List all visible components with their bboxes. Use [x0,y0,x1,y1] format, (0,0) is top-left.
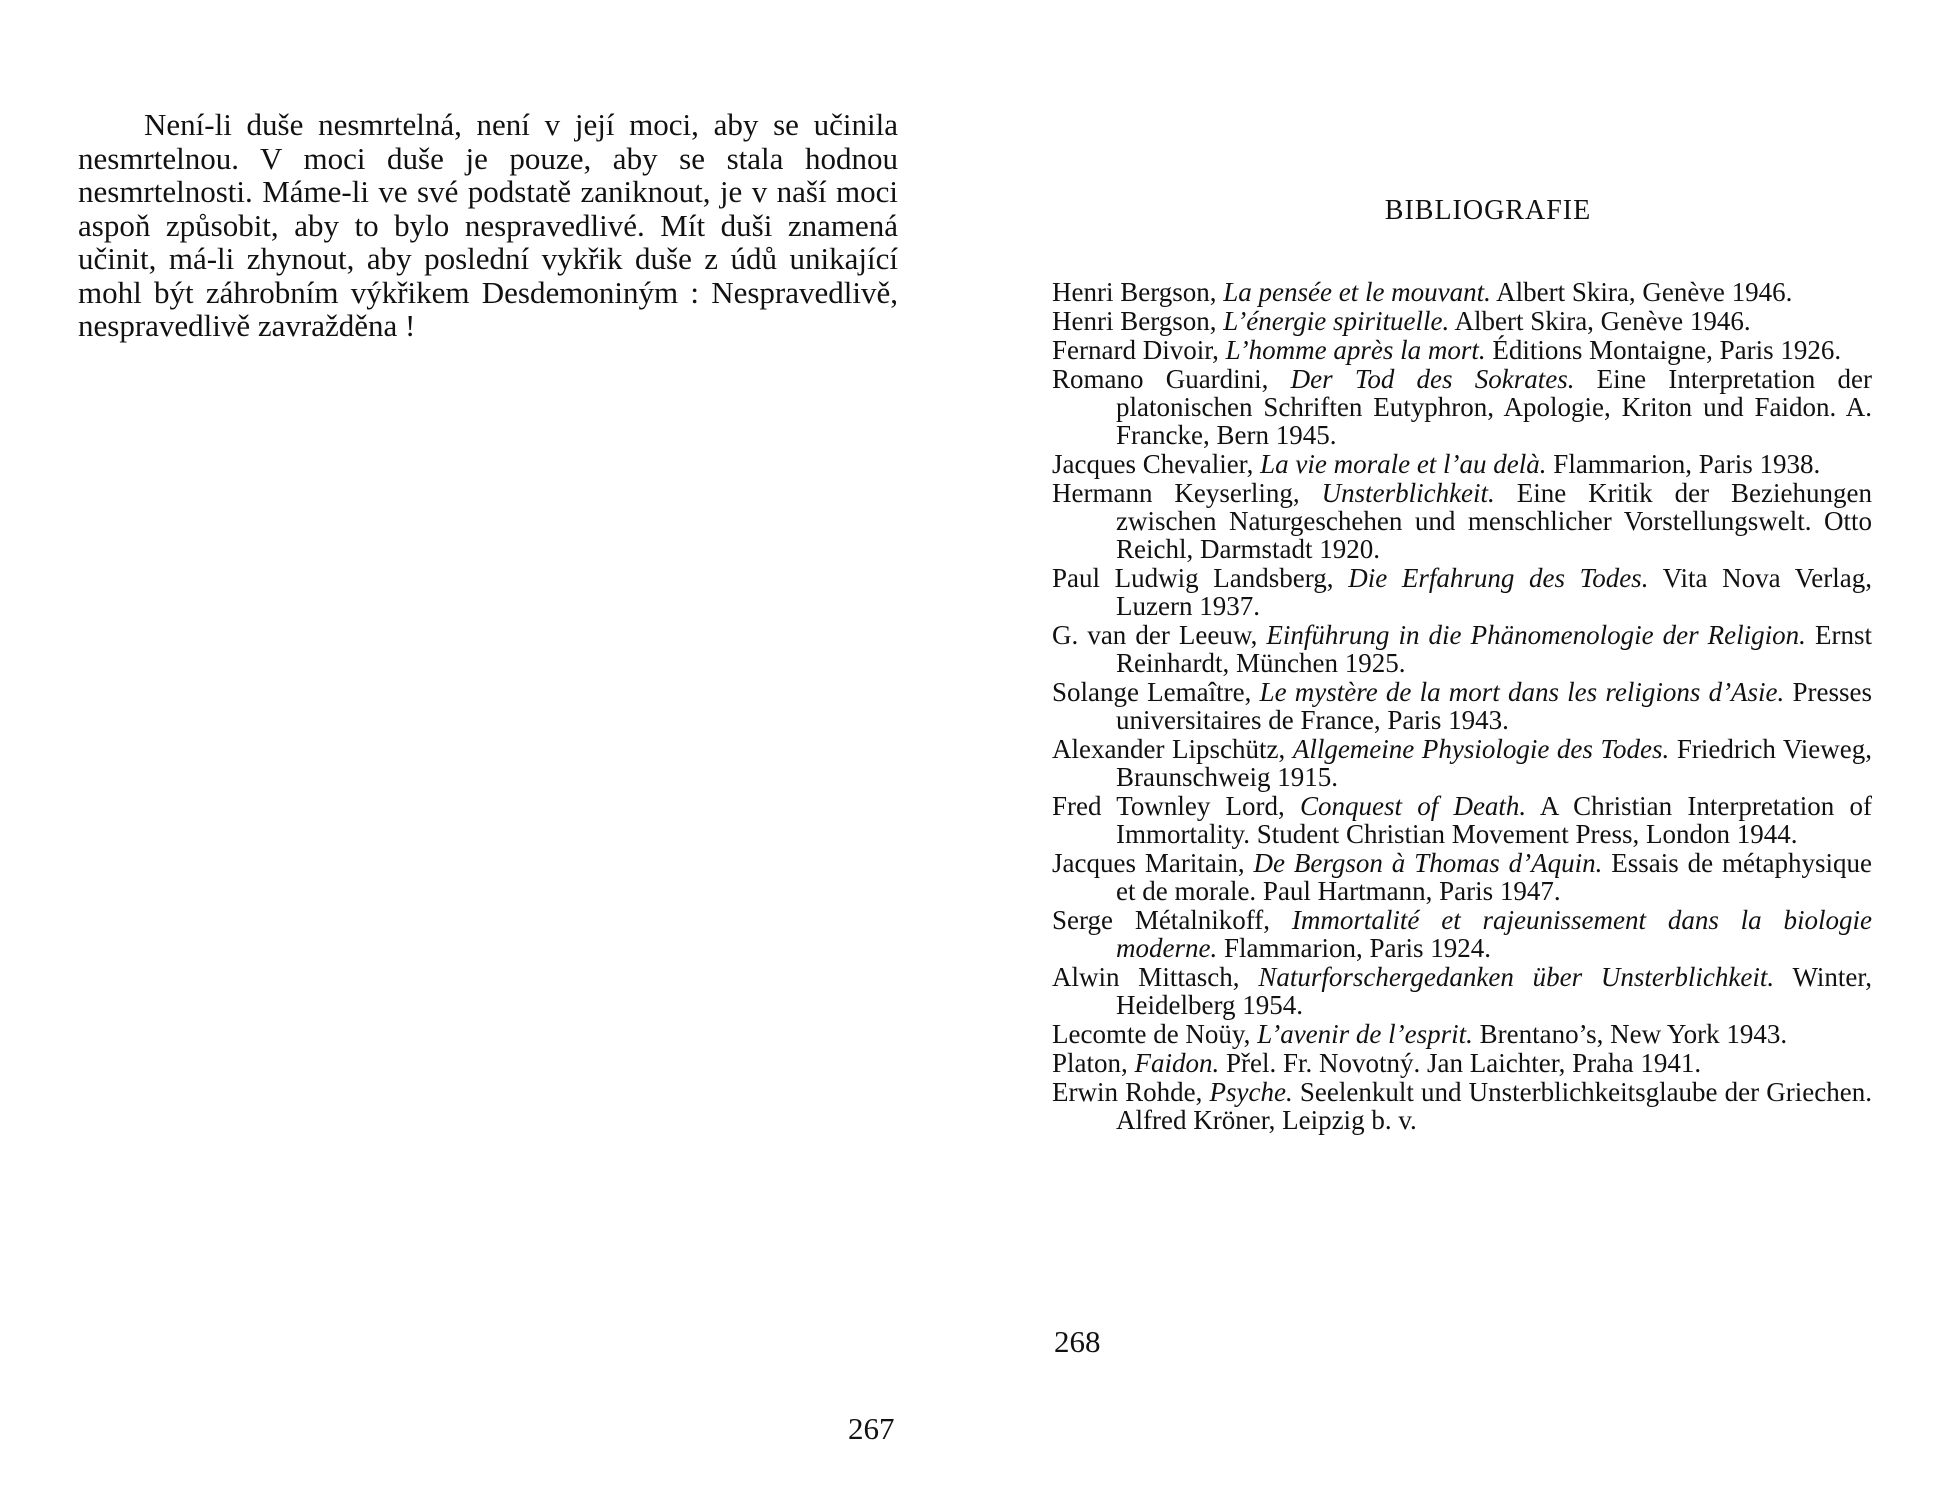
bibliography-heading: BIBLIOGRAFIE [1384,195,1592,226]
entry-publication-details: Ernst Reinhardt, München 1925. [1116,620,1872,678]
entry-publication-details: Eine Kritik der Beziehungen zwischen Naturgeschehen und menschlicher Vorstellungswelt. Otto Reichl, Darmstadt 1920. [1116,478,1872,564]
entry-publication-details: Vita Nova Verlag, Luzern 1937. [1116,563,1873,621]
bibliography-entry [1052,621,1872,677]
body-paragraph: Není-li duše nesmrtelná, není v její moci, aby se učinila nesmrtelnou. V moci duše je pouze, aby se stala hodnou nesmrtelnosti. Máme-li ve své podstatě zaniknout, je v naší moci aspoň způsobit, aby to bylo nespravedlivé. Mít duši znamená učinit, má-li zhynout, aby poslední vykřik duše z údů unikající mohl být záhrobním výkřikem Desdemoniným : Nespravedlivě, nespravedlivě zavražděna ! [78,107,898,343]
bibliography-list [1052,278,1872,1135]
entry-title: Der Tod des Sokrates. [1290,364,1575,394]
bibliography-entry [1052,336,1872,364]
bibliography-entry [1052,963,1872,1019]
entry-publication-details: Winter, Heidelberg 1954. [1116,962,1873,1020]
entry-author: Paul Ludwig Landsberg, [1052,563,1349,593]
right-page [968,0,1936,1500]
entry-author: Jacques Chevalier, [1052,449,1261,479]
page-number-right: 268 [1054,1324,1101,1359]
bibliography-entry [1052,479,1872,563]
entry-author: Henri Bergson, [1052,277,1224,307]
entry-publication-details: A Christian Interpretation of Immortality. Student Christian Movement Press, London 1944. [1116,791,1872,849]
entry-author: Serge Métalnikoff, [1052,905,1292,935]
entry-title: L’homme après la mort. [1225,335,1486,365]
entry-title: La vie morale et l’au delà. [1260,449,1547,479]
bibliography-entry [1052,1020,1872,1048]
entry-publication-details: Albert Skira, Genève 1946. [1449,306,1751,336]
entry-publication-details: Flammarion, Paris 1938. [1546,449,1821,479]
bibliography-entry [1052,792,1872,848]
bibliography-entry [1052,1078,1872,1134]
entry-publication-details: Seelenkult und Unsterblichkeitsglaube der Griechen. Alfred Kröner, Leipzig b. v. [1116,1077,1872,1135]
entry-title: Die Erfahrung des Todes. [1348,563,1649,593]
entry-title: L’avenir de l’esprit. [1257,1019,1473,1049]
bibliography-entry [1052,450,1872,478]
entry-publication-details: Essais de métaphysique et de morale. Paul Hartmann, Paris 1947. [1116,848,1872,906]
entry-title: Naturforschergedanken über Unsterblichkeit. [1258,962,1775,992]
entry-publication-details: Eine Interpretation der platonischen Schriften Eutyphron, Apologie, Kriton und Faidon. A. Francke, Bern 1945. [1116,364,1872,450]
bibliography-entry [1052,365,1872,449]
entry-title: Immortalité et rajeunissement dans la biologie moderne. [1116,905,1872,963]
entry-publication-details: Presses universitaires de France, Paris 1943. [1116,677,1872,735]
entry-title: L’énergie spirituelle. [1223,306,1450,336]
entry-title: Faidon. [1134,1048,1220,1078]
entry-title: Einführung in die Phänomenologie der Religion. [1266,620,1806,650]
entry-title: Le mystère de la mort dans les religions d’Asie. [1259,677,1785,707]
bibliography-entry [1052,849,1872,905]
bibliography-entry [1052,564,1872,620]
entry-author: Solange Lemaître, [1052,677,1260,707]
entry-title: Unsterblichkeit. [1321,478,1495,508]
entry-author: Lecomte de Noüy, [1052,1019,1258,1049]
bibliography-entry [1052,307,1872,335]
entry-author: Erwin Rohde, [1052,1077,1210,1107]
bibliography-entry [1052,1049,1872,1077]
page-number-left: 267 [848,1411,895,1446]
entry-author: Romano Guardini, [1052,364,1291,394]
bibliography-entry [1052,678,1872,734]
entry-title: La pensée et le mouvant. [1223,277,1491,307]
entry-author: Fred Townley Lord, [1052,791,1300,821]
entry-publication-details: Přel. Fr. Novotný. Jan Laichter, Praha 1941. [1219,1048,1702,1078]
bibliography-entry [1052,278,1872,306]
entry-author: Hermann Keyserling, [1052,478,1322,508]
bibliography-entry [1052,906,1872,962]
entry-author: G. van der Leeuw, [1052,620,1267,650]
entry-author: Henri Bergson, [1052,306,1224,336]
entry-title: Psyche. [1209,1077,1293,1107]
entry-author: Fernard Divoir, [1052,335,1226,365]
entry-author: Alexander Lipschütz, [1052,734,1293,764]
entry-publication-details: Brentano’s, New York 1943. [1472,1019,1788,1049]
entry-author: Jacques Maritain, [1052,848,1254,878]
entry-publication-details: Friedrich Vieweg, Braunschweig 1915. [1116,734,1872,792]
entry-title: De Bergson à Thomas d’Aquin. [1253,848,1603,878]
entry-publication-details: Flammarion, Paris 1924. [1217,933,1491,963]
entry-publication-details: Éditions Montaigne, Paris 1926. [1485,335,1842,365]
entry-author: Alwin Mittasch, [1052,962,1259,992]
entry-author: Platon, [1052,1048,1135,1078]
bibliography-entry [1052,735,1872,791]
entry-title: Conquest of Death. [1300,791,1527,821]
entry-title: Allgemeine Physiologie des Todes. [1292,734,1670,764]
entry-publication-details: Albert Skira, Genève 1946. [1490,277,1793,307]
